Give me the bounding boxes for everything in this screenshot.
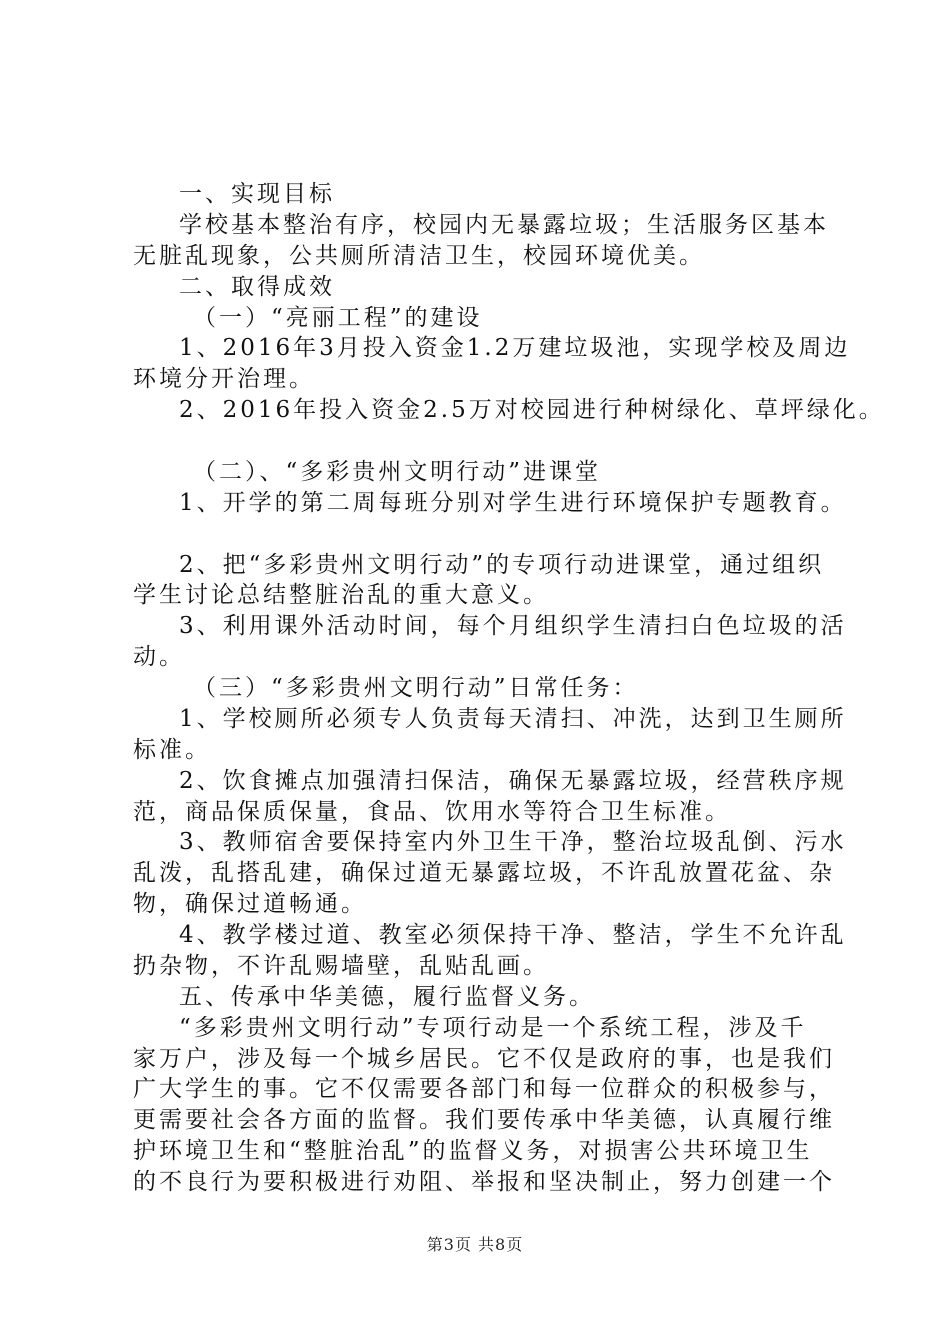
paragraph-line: 的不良行为要积极进行劝阻、举报和坚决制止，努力创建一个 <box>133 1169 835 1195</box>
paragraph-line: 学生讨论总结整脏治乱的重大意义。 <box>133 582 549 608</box>
heading-goals: 一、实现目标 <box>179 181 335 207</box>
paragraph-line: 护环境卫生和“整脏治乱”的监督义务，对损害公共环境卫生 <box>133 1138 813 1164</box>
paragraph-line: 动。 <box>133 644 185 670</box>
paragraph-line: 物，确保过道畅通。 <box>133 891 367 917</box>
page-footer: 第3页 共8页 <box>426 1235 524 1254</box>
paragraph-line: 环境分开治理。 <box>133 366 315 392</box>
heading-virtue: 五、传承中华美德，履行监督义务。 <box>179 984 595 1010</box>
paragraph-line: 1、学校厕所必须专人负责每天清扫、冲洗，达到卫生厕所 <box>179 706 847 732</box>
paragraph-line: 家万户，涉及每一个城乡居民。它不仅是政府的事，也是我们 <box>133 1046 835 1072</box>
paragraph-line: 广大学生的事。它不仅需要各部门和每一位群众的积极参与， <box>133 1076 835 1102</box>
paragraph-line: “多彩贵州文明行动”专项行动是一个系统工程，涉及千 <box>179 1015 807 1041</box>
heading-results: 二、取得成效 <box>179 274 335 300</box>
paragraph-line: 学校基本整治有序，校园内无暴露垃圾；生活服务区基本 <box>179 212 829 238</box>
subheading: （三）“多彩贵州文明行动”日常任务： <box>193 675 639 701</box>
paragraph-line: 更需要社会各方面的监督。我们要传承中华美德，认真履行维 <box>133 1107 835 1133</box>
paragraph-line: 2、2016年投入资金2.5万对校园进行种树绿化、草坪绿化。 <box>179 397 885 423</box>
paragraph-line: 1、2016年3月投入资金1.2万建垃圾池，实现学校及周边 <box>179 335 851 361</box>
paragraph-line: 范，商品保质保量，食品、饮用水等符合卫生标准。 <box>133 799 731 825</box>
paragraph-line: 扔杂物，不许乱赐墙壁，乱贴乱画。 <box>133 953 549 979</box>
paragraph-line: 1、开学的第二周每班分别对学生进行环境保护专题教育。 <box>179 490 847 516</box>
paragraph-line: 标准。 <box>133 737 211 763</box>
subheading: （二）、“多彩贵州文明行动”进课堂 <box>193 459 602 485</box>
paragraph-line: 无脏乱现象，公共厕所清洁卫生，校园环境优美。 <box>133 243 705 269</box>
paragraph-line: 2、饮食摊点加强清扫保洁，确保无暴露垃圾，经营秩序规 <box>179 768 847 794</box>
paragraph-line: 4、教学楼过道、教室必须保持干净、整洁，学生不允许乱 <box>179 922 847 948</box>
paragraph-line: 乱泼，乱搭乱建，确保过道无暴露垃圾，不许乱放置花盆、杂 <box>133 860 835 886</box>
paragraph-line: 3、利用课外活动时间，每个月组织学生清扫白色垃圾的活 <box>179 613 847 639</box>
subheading: （一）“亮丽工程”的建设 <box>193 305 483 331</box>
paragraph-line: 2、把“多彩贵州文明行动”的专项行动进课堂，通过组织 <box>179 552 825 578</box>
paragraph-line: 3、教师宿舍要保持室内外卫生干净，整治垃圾乱倒、污水 <box>179 829 847 855</box>
